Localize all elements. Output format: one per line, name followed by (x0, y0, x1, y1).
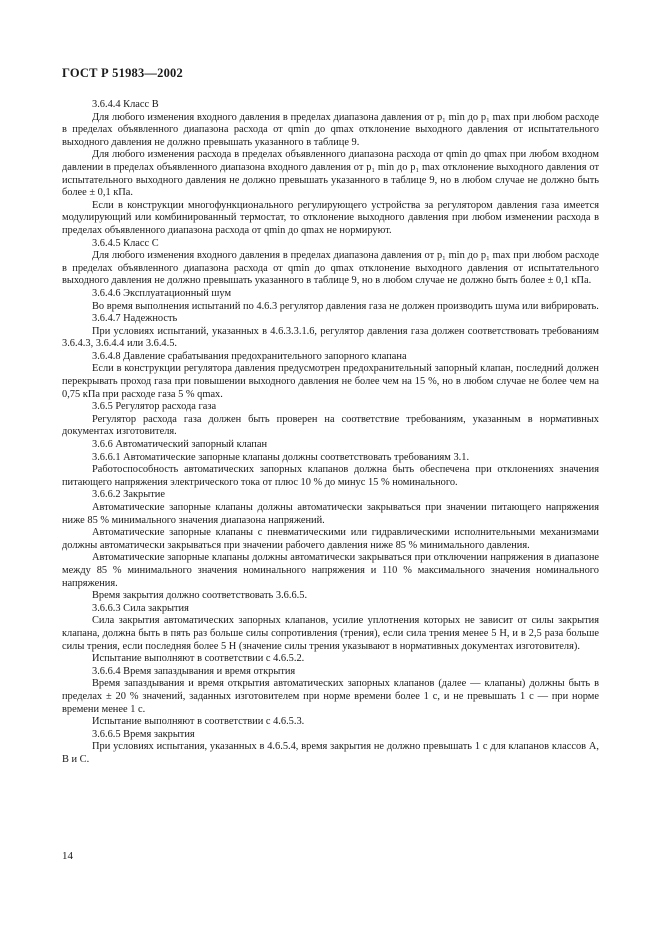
paragraph: Для любого изменения расхода в пределах объявленного диапазона расхода от qmin до qmax при любом входном давлении в пределах объявленного диапазона входного давления от p₁ min до p₁ max отклонение выходного давления от испытательного выходного давления не должно превышать указанного в таблице 9, но в любом случае не должно быть более ± 0,1 кПа. (62, 149, 599, 199)
paragraph: Регулятор расхода газа должен быть проверен на соответствие требованиям, указанным в нормативных документах изготовителя. (62, 413, 599, 438)
section-heading: 3.6.4.6 Эксплуатационный шум (92, 287, 232, 299)
paragraph: 3.6.6.1 Автоматические запорные клапаны должны соответствовать требованиям 3.1. (92, 451, 470, 463)
section-heading: 3.6.6.2 Закрытие (92, 489, 165, 501)
section-heading: 3.6.4.7 Надежность (92, 313, 178, 325)
section-heading: 3.6.6.4 Время запаздывания и время открытия (92, 665, 296, 677)
paragraph: Автоматические запорные клапаны должны автоматически закрываться при отключении напряжения в диапазоне между 85 % минимального значения номинального напряжения и 110 % максимального значения номинального напряжения. (62, 552, 599, 589)
paragraph: Для любого изменения входного давления в пределах диапазона давления от p₁ min до p₁ max при любом расходе в пределах объявленного диапазона расхода от qmin до qmax отклонение выходного давления от испытательного выходного давления не должно превышать указанного в таблице 9, но в любом случае не должно быть более ± 0,1 кПа. (62, 250, 599, 287)
paragraph: Во время выполнения испытаний по 4.6.3 регулятор давления газа не должен производить шума или вибрировать. (92, 300, 599, 312)
paragraph: Если в конструкции многофункционального регулирующего устройства за регулятором давления газа имеется модулирующий или комбинированный термостат, то отклонение выходного давления при любом изменении расхода в пределах объявленного диапазона расхода от qmin до qmax не нормируют. (62, 199, 599, 236)
section-heading: 3.6.4.4 Класс B (92, 99, 159, 110)
paragraph: Работоспособность автоматических запорных клапанов должна быть обеспечена при отклонениях значения питающего напряжения электрического тока от плюс 10 % до минус 15 % номинального. (62, 464, 599, 488)
document-body (62, 99, 599, 766)
section-heading: 3.6.5 Регулятор расхода газа (92, 401, 217, 413)
paragraph: Испытание выполняют в соответствии с 4.6.5.2. (92, 653, 305, 665)
section-heading: 3.6.6.3 Сила закрытия (92, 602, 189, 614)
paragraph: Для любого изменения входного давления в пределах диапазона давления от p₁ min до p₁ max при любом расходе в пределах объявленного диапазона расхода от qmin до qmax отклонение выходного давления от испытательного выходного давления не должно превышать указанного в таблице 9. (62, 111, 599, 148)
paragraph: При условиях испытания, указанных в 4.6.5.4, время закрытия не должно превышать 1 с для клапанов классов A, B и C. (62, 741, 599, 765)
paragraph: Сила закрытия автоматических запорных клапанов, усилие уплотнения которых не зависит от силы закрытия клапана, должна быть в пять раз больше силы сопротивления (трения), если сила трения менее 5 Н, и в 2,5 раза больше силы трения, если последняя более 5 Н (значение силы трения указывают в нормативных документах изготовителя). (62, 615, 599, 652)
paragraph: Автоматические запорные клапаны с пневматическими или гидравлическими исполнительными механизмами должны автоматически закрываться при значении рабочего давления ниже 85 % минимального давления. (62, 527, 599, 551)
section-heading: 3.6.6.5 Время закрытия (92, 728, 195, 740)
paragraph: Время запаздывания и время открытия автоматических запорных клапанов (далее — клапаны) должны быть в пределах ± 20 % значений, заданных изготовителем при норме времени более 1 с, и не превышать 1 с — при норме времени менее 1 с. (62, 678, 599, 715)
paragraph: Время закрытия должно соответствовать 3.6.6.5. (92, 590, 308, 602)
paragraph: Испытание выполняют в соответствии с 4.6.5.3. (92, 716, 305, 728)
page-number: 14 (62, 850, 73, 862)
section-heading: 3.6.6 Автоматический запорный клапан (92, 439, 268, 451)
paragraph: Автоматические запорные клапаны должны автоматически закрываться при значении питающего напряжения ниже 85 % минимального значения диапазона напряжений. (62, 502, 599, 526)
document-header: ГОСТ Р 51983—2002 (62, 66, 183, 80)
paragraph: Если в конструкции регулятора давления предусмотрен предохранительный запорный клапан, последний должен перекрывать проход газа при повышении выходного давления не более чем на 15 %, но в любом случае не более чем на 0,75 кПа при расходе газа 5 % qmax. (62, 363, 599, 400)
section-heading: 3.6.4.5 Класс C (92, 237, 159, 249)
section-heading: 3.6.4.8 Давление срабатывания предохранительного запорного клапана (92, 350, 407, 362)
paragraph: При условиях испытаний, указанных в 4.6.3.3.1.6, регулятор давления газа должен соответствовать требованиям 3.6.4.3, 3.6.4.4 или 3.6.4.5. (62, 325, 599, 350)
